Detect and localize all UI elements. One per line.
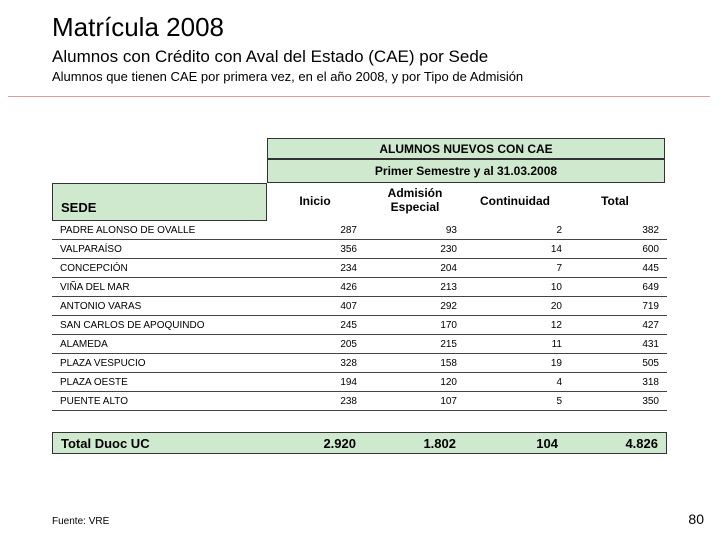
cell-sede: VALPARAÍSO: [60, 244, 122, 255]
cell-total: 427: [642, 320, 659, 331]
cell-continuidad: 4: [556, 377, 562, 388]
cell-total: 318: [642, 377, 659, 388]
cell-sede: PLAZA VESPUCIO: [60, 358, 146, 369]
page-title: Matrícula 2008: [52, 12, 224, 42]
cell-sede: PADRE ALONSO DE OVALLE: [60, 225, 196, 236]
cell-sede: CONCEPCIÓN: [60, 263, 128, 274]
cell-admision: 204: [440, 263, 457, 274]
cell-inicio: 407: [340, 301, 357, 312]
table-row: [52, 316, 667, 335]
cell-inicio: 194: [340, 377, 357, 388]
column-header-inicio: Inicio: [299, 194, 331, 208]
cell-sede: ANTONIO VARAS: [60, 301, 142, 312]
cell-admision: 120: [440, 377, 457, 388]
cell-total: 350: [642, 396, 659, 407]
page-subtitle: Alumnos con Crédito con Aval del Estado (CAE) por Sede: [52, 47, 489, 66]
cell-continuidad: 19: [550, 358, 562, 369]
cell-inicio: 356: [340, 244, 357, 255]
table-row: [52, 297, 667, 316]
table-row: [52, 221, 667, 240]
table-period-label: Primer Semestre y al 31.03.2008: [374, 164, 558, 178]
table-row: [52, 240, 667, 259]
column-header-continuidad: Continuidad: [480, 194, 550, 208]
totals-row: [52, 432, 667, 454]
totals-admision: 1.802: [423, 436, 456, 451]
column-header-admision: [380, 186, 450, 214]
source-note: Fuente: VRE: [52, 516, 110, 527]
cell-admision: 93: [445, 225, 457, 236]
column-header-sede: SEDE: [52, 183, 267, 221]
table-banner: ALUMNOS NUEVOS CON CAE: [267, 138, 665, 159]
header-divider: [8, 96, 710, 97]
cell-sede: VIÑA DEL MAR: [60, 282, 130, 293]
page-description: Alumnos que tienen CAE por primera vez, en el año 2008, y por Tipo de Admisión: [52, 69, 524, 84]
column-header-admision-line1: Admisión: [387, 186, 443, 200]
cell-inicio: 328: [340, 358, 357, 369]
cell-continuidad: 7: [556, 263, 562, 274]
cell-total: 649: [642, 282, 659, 293]
totals-continuidad: 104: [536, 436, 558, 451]
cell-sede: SAN CARLOS DE APOQUINDO: [60, 320, 205, 331]
cell-continuidad: 20: [550, 301, 562, 312]
cell-continuidad: 14: [550, 244, 562, 255]
page-number: 80: [688, 511, 704, 527]
totals-inicio: 2.920: [323, 436, 356, 451]
cell-admision: 213: [440, 282, 457, 293]
cell-inicio: 426: [340, 282, 357, 293]
cell-inicio: 287: [340, 225, 357, 236]
totals-label: Total Duoc UC: [61, 436, 150, 451]
cell-continuidad: 11: [551, 339, 562, 350]
cell-sede: PUENTE ALTO: [60, 396, 128, 407]
table-period: [267, 159, 665, 183]
cell-admision: 158: [440, 358, 457, 369]
table-row: [52, 259, 667, 278]
cell-total: 719: [642, 301, 659, 312]
cell-admision: 107: [440, 396, 457, 407]
table-row: [52, 392, 667, 411]
cell-total: 382: [642, 225, 659, 236]
cell-continuidad: 2: [556, 225, 562, 236]
cell-total: 431: [642, 339, 659, 350]
cell-continuidad: 5: [556, 396, 562, 407]
cell-continuidad: 12: [550, 320, 562, 331]
cell-admision: 230: [440, 244, 457, 255]
table-row: [52, 335, 667, 354]
table-row: [52, 354, 667, 373]
table-row: [52, 373, 667, 392]
cell-sede: ALAMEDA: [60, 339, 108, 350]
cell-continuidad: 10: [550, 282, 562, 293]
column-header-admision-line2: Especial: [390, 200, 440, 214]
cell-admision: 292: [440, 301, 457, 312]
table-row: [52, 278, 667, 297]
cell-inicio: 234: [340, 263, 357, 274]
cell-admision: 170: [440, 320, 457, 331]
column-header-total: Total: [601, 194, 629, 208]
cell-total: 600: [642, 244, 659, 255]
cell-inicio: 205: [340, 339, 357, 350]
totals-total: 4.826: [625, 436, 658, 451]
cell-total: 505: [642, 358, 659, 369]
cell-sede: PLAZA OESTE: [60, 377, 128, 388]
cell-admision: 215: [440, 339, 457, 350]
cell-total: 445: [642, 263, 659, 274]
cell-inicio: 238: [340, 396, 357, 407]
cell-inicio: 245: [340, 320, 357, 331]
